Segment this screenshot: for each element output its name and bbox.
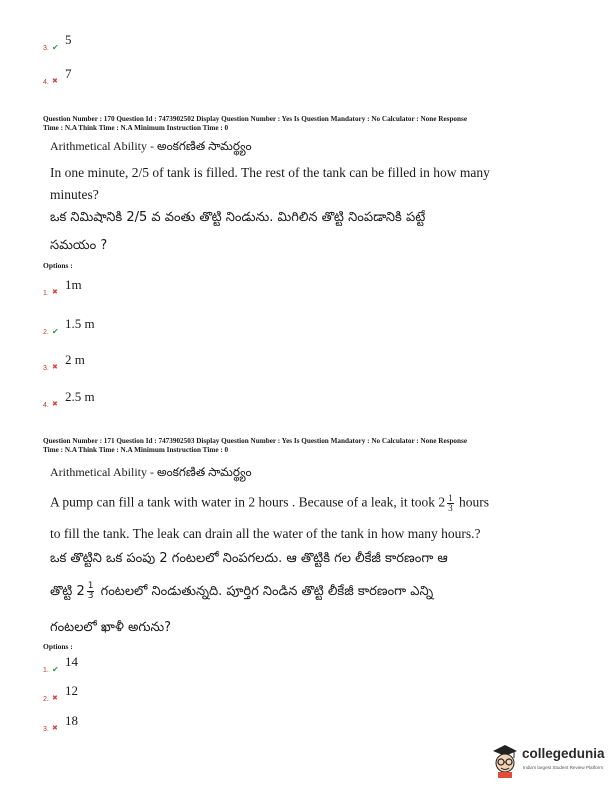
option-4: 4. ✖ 2.5 m: [43, 389, 95, 409]
option-1: 1. ✖ 1m: [43, 277, 82, 297]
question-text-telugu: తొట్టి 2 $\frac{1}{3}$ గంటలలో నిండుతున్నది. పూర్తిగ నిండిన తొట్టి లీకేజీ కారణంగా ఎన్ని: [50, 581, 434, 601]
mascot-icon: [490, 741, 520, 779]
cross-icon: ✖: [52, 724, 58, 732]
options-label: Options :: [43, 261, 73, 270]
option-3: 3. ✔ 5: [43, 32, 72, 52]
check-icon: ✔: [52, 665, 59, 674]
fraction: $\frac{1}{3}$: [448, 493, 453, 513]
option-2: 2. ✖ 12: [43, 683, 78, 703]
cross-icon: ✖: [52, 400, 58, 408]
collegedunia-logo: [490, 741, 608, 781]
question-text: to fill the tank. The leak can drain all the water of the tank in how many hours.?: [50, 526, 481, 541]
option-4: 4. ✖ 7: [43, 66, 72, 86]
question-text-telugu: సమయం ?: [50, 238, 108, 253]
question-text-telugu: ఒక తొట్టిని ఒక పంపు 2 గంటలలో నింపగలదు. ఆ తొట్టికి గల లీకేజీ కారణంగా ఆ: [50, 551, 448, 566]
options-label: Options :: [43, 642, 73, 651]
subject-heading: Arithmetical Ability - అంకగణిత సామర్థ్యం: [50, 465, 252, 479]
option-3: 3. ✖ 18: [43, 713, 78, 733]
cross-icon: ✖: [52, 363, 58, 371]
check-icon: ✔: [52, 327, 59, 336]
option-2: 2. ✔ 1.5 m: [43, 316, 95, 336]
question-text: In one minute, 2/5 of tank is filled. The rest of the tank can be filled in how many: [50, 165, 490, 180]
question-text: minutes?: [50, 187, 99, 202]
cross-icon: ✖: [52, 77, 58, 85]
question-text-telugu: ఒక నిమిషానికి 2/5 వ వంతు తొట్టి నిండును. మిగిలిన తొట్టి నింపడానికి పట్టే: [50, 210, 426, 225]
question-meta: Question Number : 170 Question Id : 7473902502 Display Question Number : Yes Is Question Mandatory : No Calculator : None Response Time : N.A Think Time : N.A Minimum Instruction Time : 0: [43, 115, 468, 132]
subject-heading: Arithmetical Ability - అంకగణిత సామర్థ్యం: [50, 139, 252, 153]
cross-icon: ✖: [52, 694, 58, 702]
option-1: 1. ✔ 14: [43, 654, 78, 674]
logo-brand: collegedunia: [522, 746, 605, 761]
logo-tagline: India's largest Student Review Platform: [523, 765, 604, 770]
option-3: 3. ✖ 2 m: [43, 352, 85, 372]
fraction: $\frac{1}{3}$: [87, 581, 94, 601]
check-icon: ✔: [52, 43, 59, 52]
question-text-telugu: గంటలలో ఖాళీ అగును?: [50, 620, 171, 635]
cross-icon: ✖: [52, 288, 58, 296]
question-meta: Question Number : 171 Question Id : 7473902503 Display Question Number : Yes Is Question Mandatory : No Calculator : None Response Time : N.A Think Time : N.A Minimum Instruction Time : 0: [43, 437, 468, 454]
question-text: A pump can fill a tank with water in 2 hours . Because of a leak, it took 2 $\frac{1}{3}$ hours: [50, 493, 490, 513]
